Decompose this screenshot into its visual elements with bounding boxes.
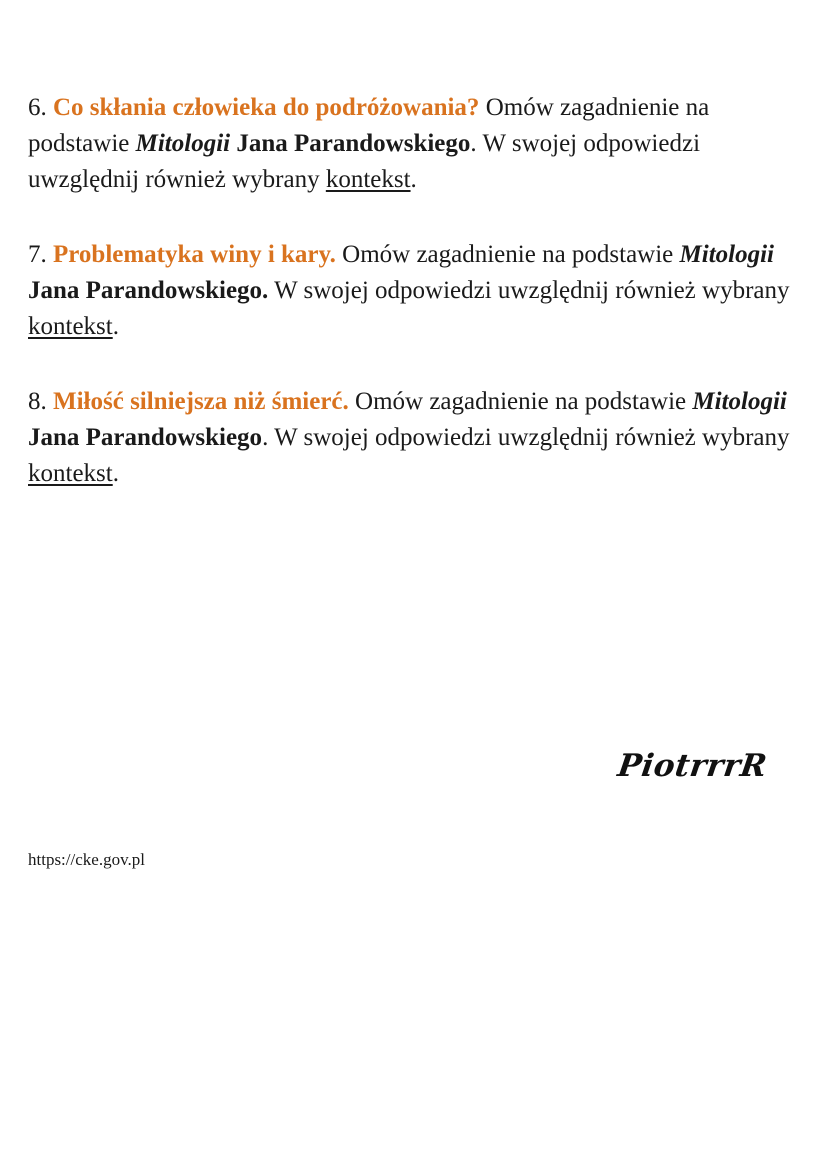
question-topic: Problematyka winy i kary. [53, 241, 336, 268]
question-topic: Co skłania człowieka do podróżowania? [53, 94, 480, 121]
book-author: Jana Parandowskiego. [28, 277, 269, 304]
question-middle: . W swojej odpowiedzi uwzględnij również wybrany [28, 130, 701, 193]
question-7 [28, 237, 808, 345]
question-end: . [410, 166, 417, 193]
question-middle: . W swojej odpowiedzi uwzględnij również wybrany [262, 424, 790, 451]
book-author: Jana Parandowskiego [230, 130, 471, 157]
author-signature: PiotrrrR [615, 748, 770, 784]
context-link[interactable]: kontekst [28, 460, 113, 487]
context-link[interactable]: kontekst [28, 313, 113, 340]
book-author: Jana Parandowskiego [28, 424, 263, 451]
source-url: https://cke.gov.pl [28, 850, 145, 869]
question-topic: Miłość silniejsza niż śmierć. [53, 388, 349, 415]
context-link[interactable]: kontekst [325, 166, 411, 193]
book-title: Mitologii [692, 388, 787, 415]
question-instruction: Omów zagadnienie na podstawie [348, 388, 693, 415]
question-instruction: Omów zagadnienie na podstawie [335, 241, 680, 268]
question-end: . [112, 460, 119, 487]
book-title: Mitologii [679, 241, 774, 268]
question-instruction: Omów zagadnienie na podstawie [28, 94, 710, 157]
question-number: 8. [28, 388, 47, 415]
book-title: Mitologii [135, 130, 231, 157]
question-8 [28, 384, 808, 492]
question-number: 7. [28, 241, 47, 268]
question-middle: W swojej odpowiedzi uwzględnij również wybrany [268, 277, 790, 304]
question-6 [28, 90, 808, 198]
question-end: . [112, 313, 119, 340]
question-number: 6. [28, 94, 47, 121]
